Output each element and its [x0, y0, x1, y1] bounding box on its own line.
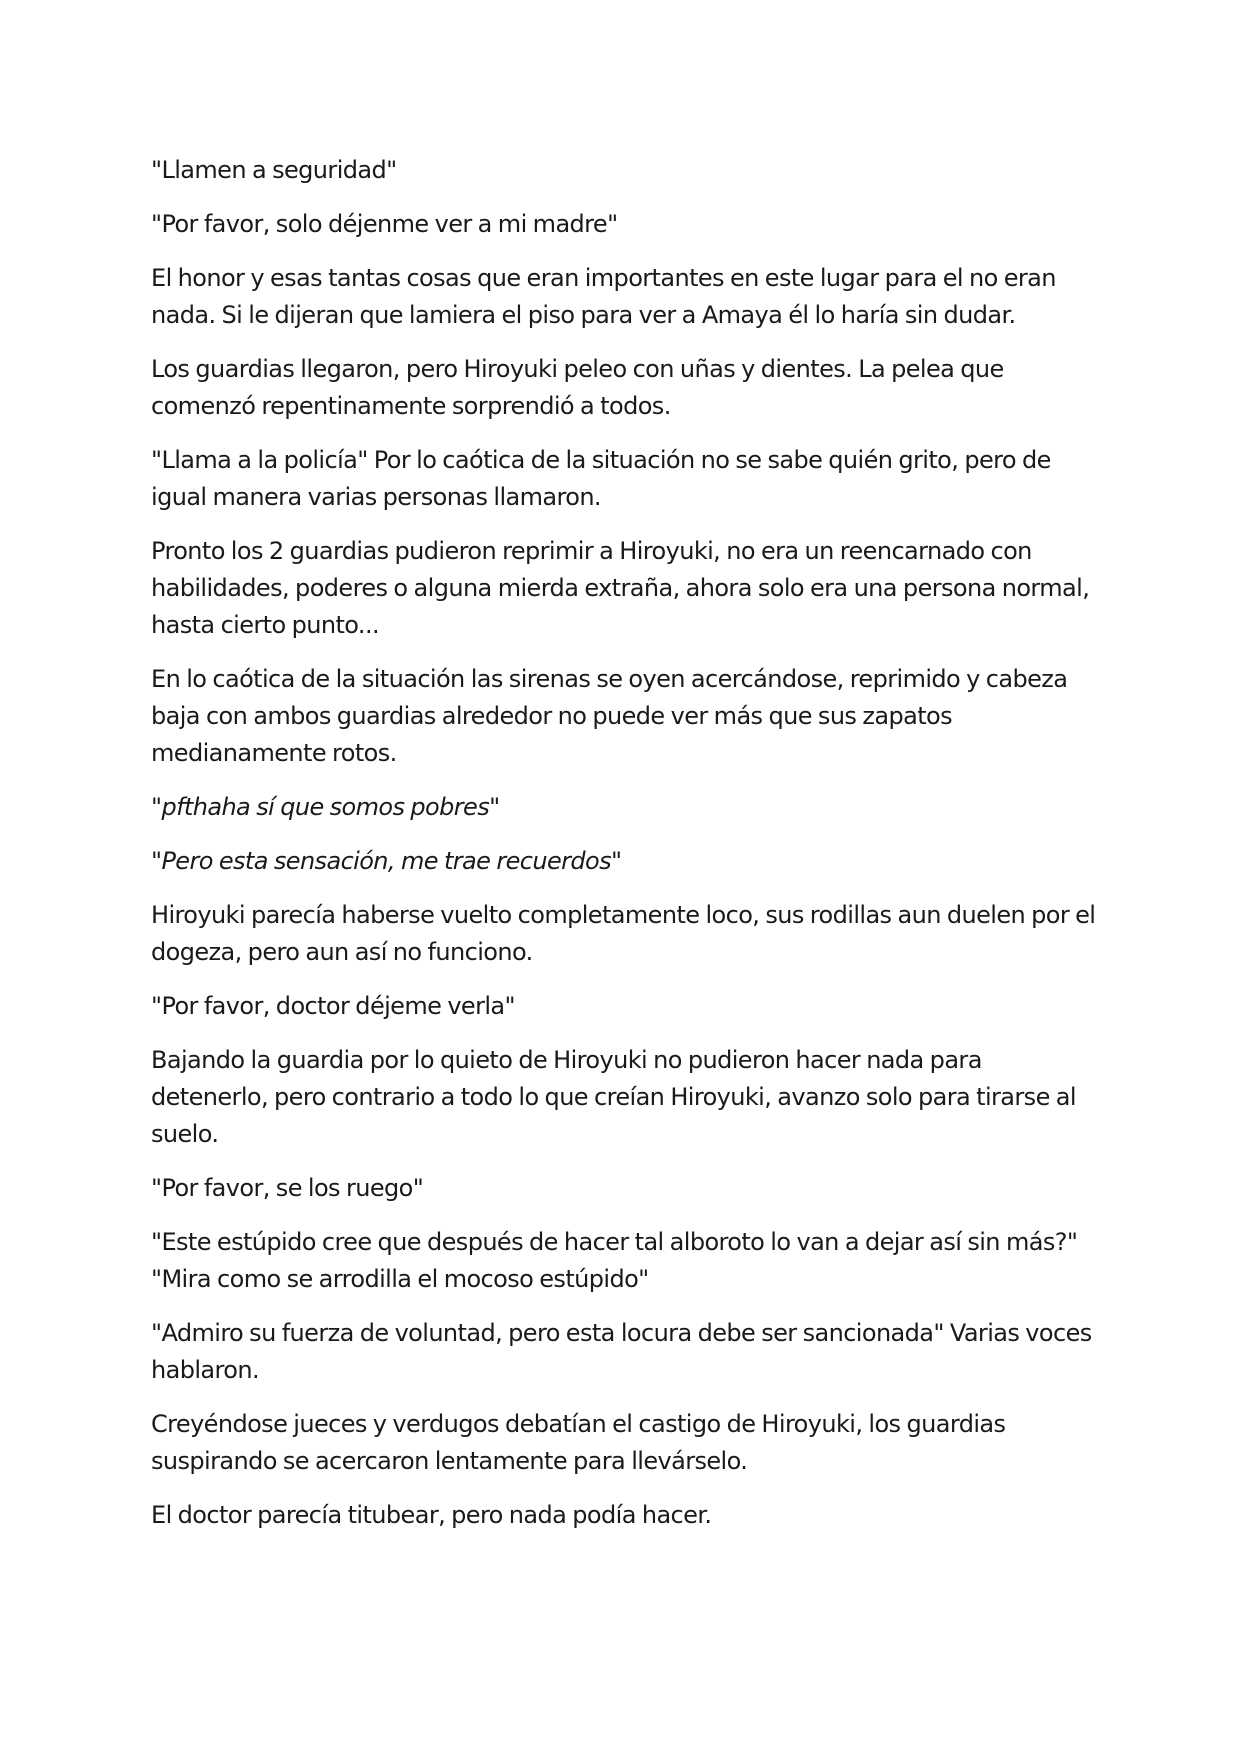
document-body	[151, 152, 1096, 1551]
paragraph: "Admiro su fuerza de voluntad, pero esta locura debe ser sancionada" Varias voces hablaron.	[151, 1319, 1092, 1384]
paragraph: "Llama a la policía" Por lo caótica de la situación no se sabe quién grito, pero de igual manera varias personas llamaron.	[151, 446, 1051, 511]
paragraph: "Por favor, solo déjenme ver a mi madre"	[151, 210, 618, 238]
paragraph: Hiroyuki parecía haberse vuelto completamente loco, sus rodillas aun duelen por el dogeza, pero aun así no funciono.	[151, 901, 1096, 966]
paragraph: "Este estúpido cree que después de hacer tal alboroto lo van a dejar así sin más?" "Mira como se arrodilla el mocoso estúpido"	[151, 1228, 1078, 1293]
paragraph: En lo caótica de la situación las sirenas se oyen acercándose, reprimido y cabeza baja con ambos guardias alrededor no puede ver más que sus zapatos medianamente rotos.	[151, 665, 1068, 767]
paragraph: Creyéndose jueces y verdugos debatían el castigo de Hiroyuki, los guardias suspirando se acercaron lentamente para llevárselo.	[151, 1410, 1006, 1475]
paragraph: El doctor parecía titubear, pero nada podía hacer.	[151, 1501, 712, 1529]
paragraph: Pronto los 2 guardias pudieron reprimir a Hiroyuki, no era un reencarnado con habilidades, poderes o alguna mierda extraña, ahora solo era una persona normal, hasta cierto punto...	[151, 537, 1090, 639]
paragraph-italic: "Pero esta sensación, me trae recuerdos"	[151, 847, 622, 875]
paragraph: "Por favor, se los ruego"	[151, 1174, 424, 1202]
paragraph: "Llamen a seguridad"	[151, 156, 397, 184]
paragraph: Los guardias llegaron, pero Hiroyuki peleo con uñas y dientes. La pelea que comenzó repentinamente sorprendió a todos.	[151, 355, 1004, 420]
paragraph: Bajando la guardia por lo quieto de Hiroyuki no pudieron hacer nada para detenerlo, pero contrario a todo lo que creían Hiroyuki, avanzo solo para tirarse al suelo.	[151, 1046, 1076, 1148]
paragraph-italic: "pfthaha sí que somos pobres"	[151, 793, 500, 821]
paragraph: "Por favor, doctor déjeme verla"	[151, 992, 515, 1020]
paragraph: El honor y esas tantas cosas que eran importantes en este lugar para el no eran nada. Si le dijeran que lamiera el piso para ver a Amaya él lo haría sin dudar.	[151, 264, 1056, 329]
